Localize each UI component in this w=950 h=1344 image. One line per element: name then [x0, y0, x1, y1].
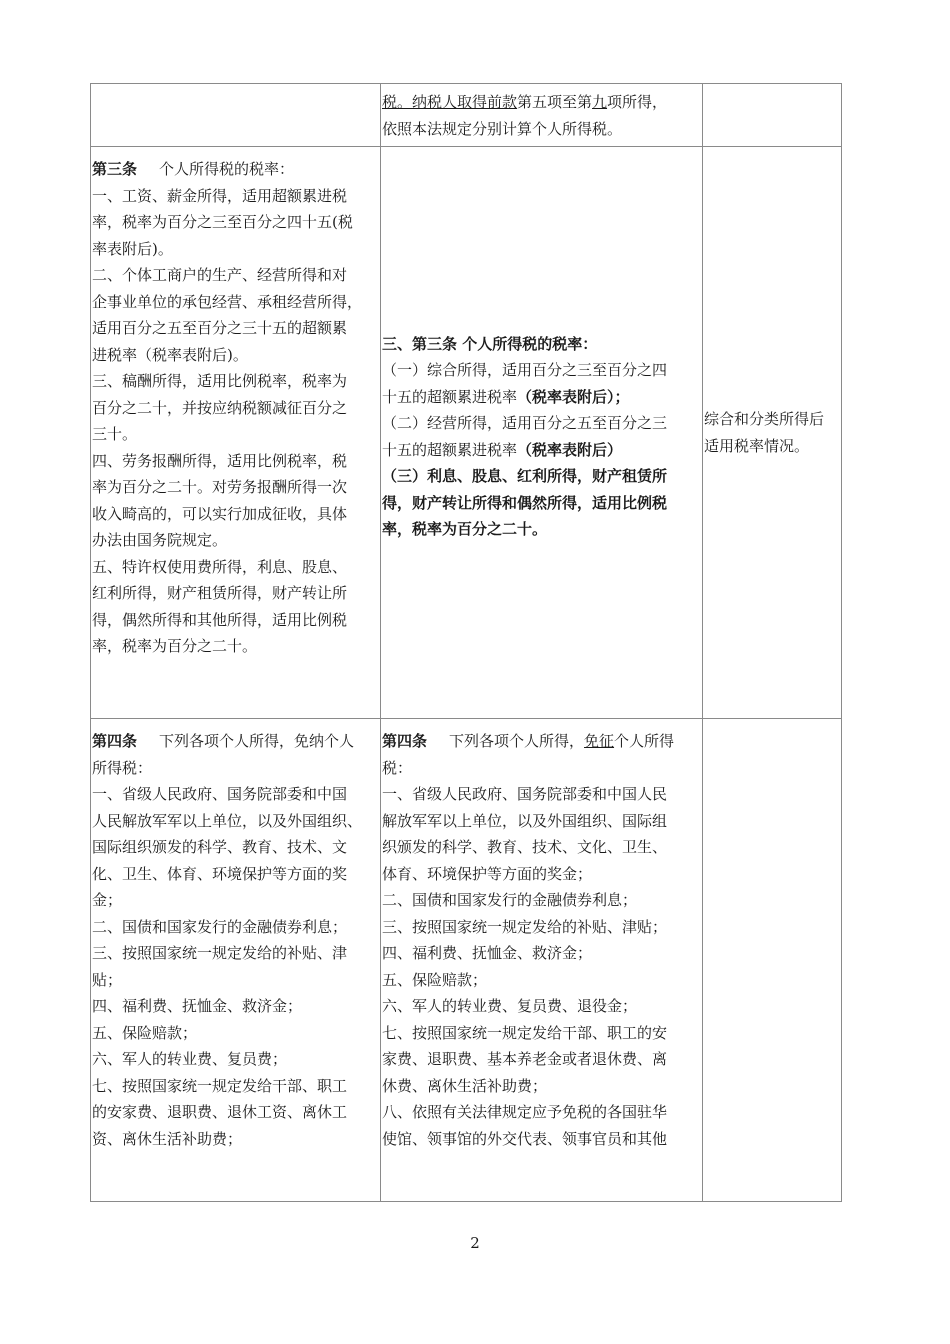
- table-cell-new: [381, 84, 703, 147]
- text: 项所得，: [607, 93, 668, 111]
- text-line: 三、按照国家统一规定发给的补贴、津贴；: [382, 917, 668, 936]
- table-row: [91, 84, 842, 147]
- text-line: 得，财产转让所得和偶然所得，适用比例税: [382, 493, 668, 512]
- text-line: 金；: [92, 891, 123, 909]
- table-cell-note: [703, 84, 842, 147]
- text-line: 适用税率情况。: [704, 436, 810, 455]
- bold-text: （税率表附后）；: [517, 387, 630, 406]
- text-line: 二、国债和国家发行的金融债券利息；: [382, 891, 638, 909]
- table-cell-old: [91, 147, 381, 719]
- text-line: 人民解放军军以上单位，以及外国组织、: [92, 811, 363, 830]
- text-line: 率，税率为百分之二十。: [382, 520, 548, 538]
- text-line: 税：: [382, 758, 413, 777]
- article-label: 第四条: [382, 732, 428, 750]
- text-line: 企事业单位的承包经营、承租经营所得，: [92, 292, 363, 311]
- text-line: [382, 437, 701, 464]
- text-line: 六、军人的转业费、复员费、退役金；: [382, 997, 638, 1015]
- text-line: 国际组织颁发的科学、教育、技术、文: [92, 838, 348, 856]
- text-line: 收入畸高的，可以实行加成征收，具体: [92, 504, 348, 523]
- text-line: 五、保险赔款；: [382, 970, 488, 989]
- text-line: 化、卫生、体育、环境保护等方面的奖: [92, 864, 348, 883]
- text-line: 织颁发的科学、教育、技术、文化、卫生、: [382, 838, 668, 856]
- text-line: 二、个体工商户的生产、经营所得和对: [92, 266, 348, 284]
- text-line: 家费、退职费、基本养老金或者退休费、离: [382, 1050, 668, 1068]
- text-line: 一、省级人民政府、国务院部委和中国人民: [382, 785, 668, 803]
- underlined-text: 免征: [584, 732, 615, 750]
- text-line: 休费、离休生活补助费；: [382, 1076, 548, 1095]
- text-line: 率为百分之二十。对劳务报酬所得一次: [92, 478, 348, 496]
- article-heading: [92, 728, 379, 755]
- text-line: 使馆、领事馆的外交代表、领事官员和其他: [382, 1129, 668, 1148]
- text-line: 解放军军以上单位，以及外国组织、国际组: [382, 811, 668, 830]
- text-line: 依照本法规定分别计算个人所得税。: [382, 119, 623, 138]
- text-line: 六、军人的转业费、复员费；: [92, 1050, 288, 1068]
- table-row: [91, 719, 842, 1202]
- text-line: 二、国债和国家发行的金融债券利息；: [92, 917, 348, 936]
- text-line: 率表附后)。: [92, 239, 173, 258]
- article-heading: [382, 728, 701, 755]
- text-line: [382, 89, 701, 116]
- text-line: 三十。: [92, 425, 138, 443]
- text-line: 四、劳务报酬所得，适用比例税率，税: [92, 451, 348, 470]
- text-line: 八、依照有关法律规定应予免税的各国驻华: [382, 1103, 668, 1121]
- text-line: （二）经营所得，适用百分之五至百分之三: [382, 414, 668, 432]
- text-line: （一）综合所得，适用百分之三至百分之四: [382, 361, 668, 379]
- text-line: 率，税率为百分之二十。: [92, 637, 258, 655]
- text-line: 的安家费、退职费、退休工资、离休工: [92, 1103, 348, 1121]
- table-row: [91, 147, 842, 719]
- page-number: 2: [470, 1234, 480, 1252]
- bold-text: （税率表附后）: [517, 440, 623, 459]
- text-line: 四、福利费、抚恤金、救济金；: [382, 944, 593, 962]
- text-line: 七、按照国家统一规定发给干部、职工的安: [382, 1023, 668, 1042]
- text-line: 一、工资、薪金所得，适用超额累进税: [92, 186, 348, 205]
- article-heading-text: 下列各项个人所得，免纳个人: [159, 732, 355, 750]
- text-line: 率，税率为百分之三至百分之四十五(税: [92, 213, 353, 231]
- text-line: [382, 384, 701, 411]
- text-line: 红利所得，财产租赁所得，财产转让所: [92, 584, 348, 602]
- text-line: 三、按照国家统一规定发给的补贴、津: [92, 944, 348, 962]
- text-line: 五、特许权使用费所得，利息、股息、: [92, 557, 348, 576]
- text-line: 百分之二十，并按应纳税额减征百分之: [92, 398, 348, 417]
- article-heading-text: 个人所得税的税率：: [159, 160, 295, 178]
- text-line: 一、省级人民政府、国务院部委和中国: [92, 785, 348, 803]
- underlined-text: 九: [592, 93, 608, 111]
- text-line: 所得税：: [92, 758, 153, 777]
- text-line: 七、按照国家统一规定发给干部、职工: [92, 1076, 348, 1095]
- text-line: 资、离休生活补助费；: [92, 1129, 243, 1148]
- table-cell-new: [381, 719, 703, 1202]
- article-heading: 三、第三条 个人所得税的税率：: [382, 334, 598, 353]
- text-line: 综合和分类所得后: [704, 410, 825, 428]
- text-line: 五、保险赔款；: [92, 1023, 198, 1042]
- table-cell-new: [381, 147, 703, 719]
- underlined-text: 税。纳税人取得前款: [382, 93, 518, 111]
- text-line: 办法由国务院规定。: [92, 531, 228, 549]
- text: 第五项至第: [517, 93, 593, 111]
- article-label: 第四条: [92, 732, 138, 750]
- text-line: 三、稿酬所得，适用比例税率，税率为: [92, 372, 348, 390]
- text: 个人所得: [614, 732, 675, 750]
- text-line: 得，偶然所得和其他所得，适用比例税: [92, 610, 348, 629]
- text-line: 进税率（税率表附后)。: [92, 345, 248, 364]
- table-cell-old: [91, 84, 381, 147]
- table-cell-note: [703, 147, 842, 719]
- text-line: 适用百分之五至百分之三十五的超额累: [92, 319, 348, 337]
- table-cell-old: [91, 719, 381, 1202]
- text-line: 体育、环境保护等方面的奖金；: [382, 864, 593, 883]
- article-label: 第三条: [92, 160, 138, 178]
- table-cell-note: [703, 719, 842, 1202]
- text-line: 贴；: [92, 970, 123, 989]
- text-line: （三）利息、股息、红利所得，财产租赁所: [382, 467, 668, 485]
- text: 十五的超额累进税率: [382, 387, 518, 406]
- article-heading: [92, 156, 379, 183]
- comparison-table: [90, 83, 842, 1202]
- text-line: 四、福利费、抚恤金、救济金；: [92, 997, 303, 1015]
- article-heading-text: 下列各项个人所得，: [449, 732, 585, 750]
- text: 十五的超额累进税率: [382, 440, 518, 459]
